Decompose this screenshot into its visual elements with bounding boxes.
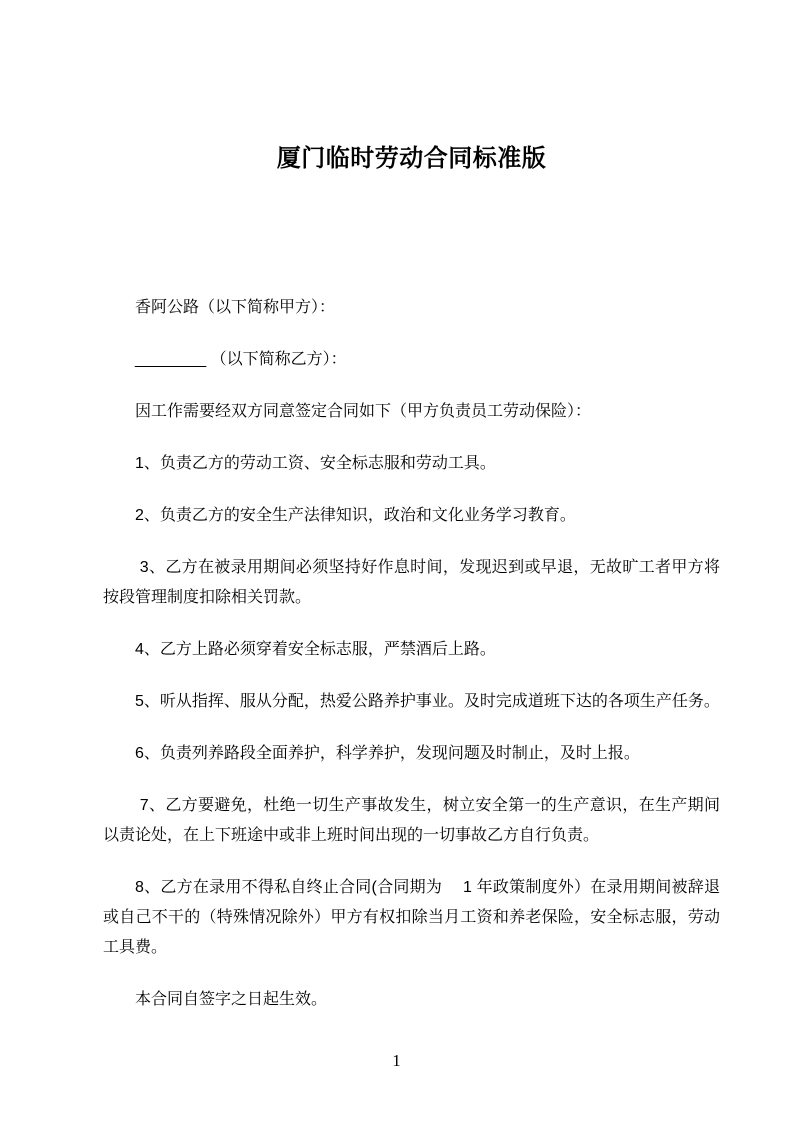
contract-clause-1: 1、负责乙方的劳动工资、安全标志服和劳动工具。 xyxy=(135,455,496,472)
page-number: 1 xyxy=(392,1051,401,1070)
contract-clause-5: 5、听从指挥、服从分配，热爱公路养护事业。及时完成道班下达的各项生产任务。 xyxy=(135,693,720,710)
paragraph-party-b-blank: ________ （以下简称乙方）： xyxy=(135,351,347,368)
contract-clause-7: 7、乙方要避免，杜绝一切生产事故发生，树立安全第一的生产意识，在生产期间以责论处，在上下班途中或非上班时间出现的一切事故乙方自行负责。 xyxy=(103,797,720,844)
contract-clause-4: 4、乙方上路必须穿着安全标志服，严禁酒后上路。 xyxy=(135,641,496,658)
contract-clause-6: 6、负责列养路段全面养护，科学养护，发现问题及时制止，及时上报。 xyxy=(135,745,640,762)
contract-clause-3: 3、乙方在被录用期间必须坚持好作息时间，发现迟到或早退，无故旷工者甲方将按段管理制度扣除相关罚款。 xyxy=(103,559,720,606)
contract-clause-8: 8、乙方在录用不得私自终止合同(合同期为 1 年政策制度外）在录用期间被辞退或自己不干的（特殊情况除外）甲方有权扣除当月工资和养老保险，安全标志服，劳动工具费。 xyxy=(103,879,720,956)
paragraph-effective-date: 本合同自签字之日起生效。 xyxy=(135,991,328,1008)
paragraph-intro: 因工作需要经双方同意签定合同如下（甲方负责员工劳动保险）： xyxy=(135,403,592,420)
contract-clause-2: 2、负责乙方的安全生产法律知识，政治和文化业务学习教育。 xyxy=(135,507,576,524)
paragraph-party-a: 香阿公路（以下简称甲方）： xyxy=(135,299,336,316)
document-title: 厦门临时劳动合同标准版 xyxy=(276,145,547,172)
